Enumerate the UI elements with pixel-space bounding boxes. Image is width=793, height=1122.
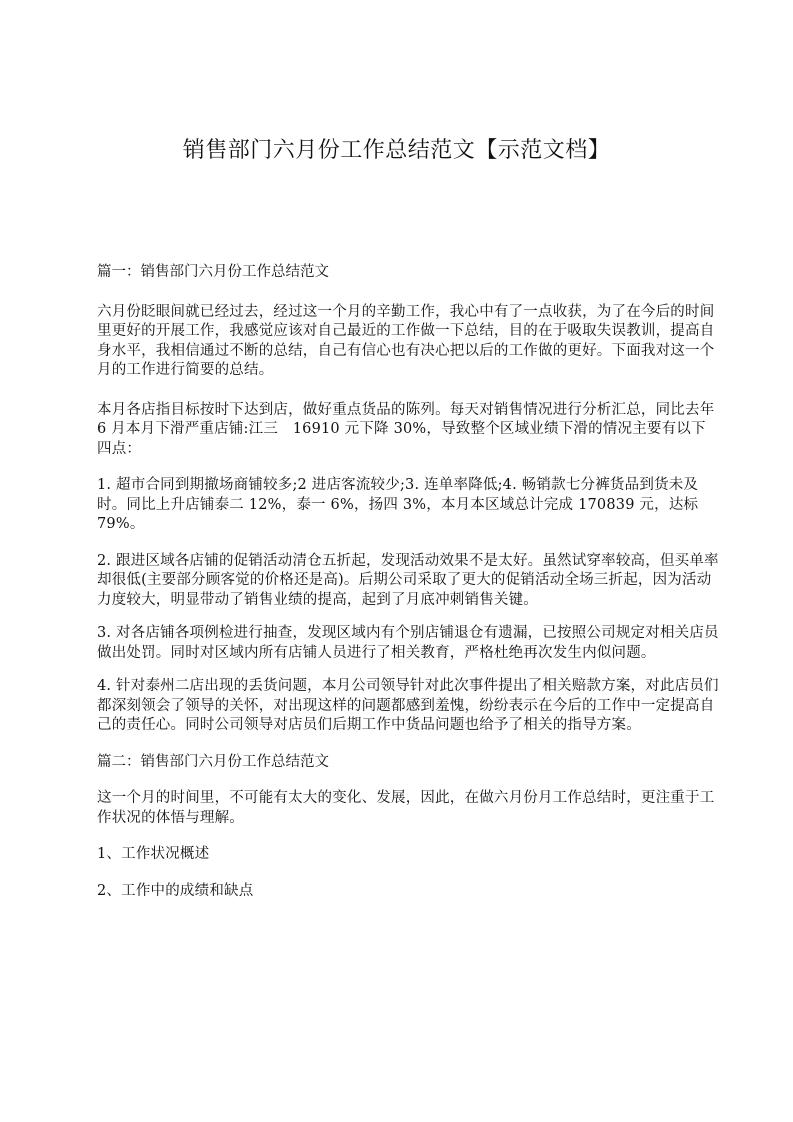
paragraph-targets: 本月各店指目标按时下达到店，做好重点货品的陈列。每天对销售情况进行分析汇总，同比去年 6 月本月下滑严重店铺:江三 16910 元下降 30%，导致整个区域业绩下滑的情况主要有以下四点： <box>97 401 715 457</box>
document-body <box>97 263 719 901</box>
list-item-work-overview: 1、工作状况概述 <box>97 846 210 862</box>
paragraph-intro: 六月份眨眼间就已经过去，经过这一个月的辛勤工作，我心中有了一点收获，为了在今后的时间里更好的开展工作，我感觉应该对自己最近的工作做一下总结，目的在于吸取失误教训，提高自身水平，我相信通过不断的总结，自己有信心也有决心把以后的工作做的更好。下面我对这一个月的工作进行简要的总结。 <box>97 303 715 378</box>
section-2-heading: 篇二：销售部门六月份工作总结范文 <box>97 753 329 770</box>
document-title: 销售部门六月份工作总结范文【示范文档】 <box>182 138 611 163</box>
section-1-heading: 篇一：销售部门六月份工作总结范文 <box>97 264 329 280</box>
paragraph-point-1: 1. 超市合同到期撤场商铺较多;2 进店客流较少;3. 连单率降低;4. 畅销款七分裤货品到货未及时。同比上升店铺泰二 12%，泰一 6%，扬四 3%，本月本区域总计完成 170839 元，达标 79%。 <box>97 477 699 532</box>
list-item-achievements: 2、工作中的成绩和缺点 <box>97 882 254 899</box>
paragraph-point-4: 4. 针对泰州二店出现的丢货问题，本月公司领导针对此次事件提出了相关赔款方案，对此店员们都深刻领会了领导的关怀，对出现这样的问题都感到羞愧，纷纷表示在今后的工作中一定提高自己的责任心。同时公司领导对店员们后期工作中货品问题也给予了相关的指导方案。 <box>97 678 719 733</box>
paragraph-point-2: 2. 跟进区域各店铺的促销活动清仓五折起，发现活动效果不是太好。虽然试穿率较高，但买单率却很低(主要部分顾客觉的价格还是高)。后期公司采取了更大的促销活动全场三折起，因为活动力度较大，明显带动了销售业绩的提高，起到了月底冲刺销售关键。 <box>97 552 719 608</box>
paragraph-section-2-intro: 这一个月的时间里，不可能有太大的变化、发展，因此，在做六月份月工作总结时，更注重于工作状况的体悟与理解。 <box>97 790 715 826</box>
paragraph-point-3: 3. 对各店铺各项例检进行抽查，发现区域内有个别店铺退仓有遗漏，已按照公司规定对相关店员做出处罚。同时对区域内所有店铺人员进行了相关教育，严格杜绝再次发生内似问题。 <box>97 625 719 661</box>
